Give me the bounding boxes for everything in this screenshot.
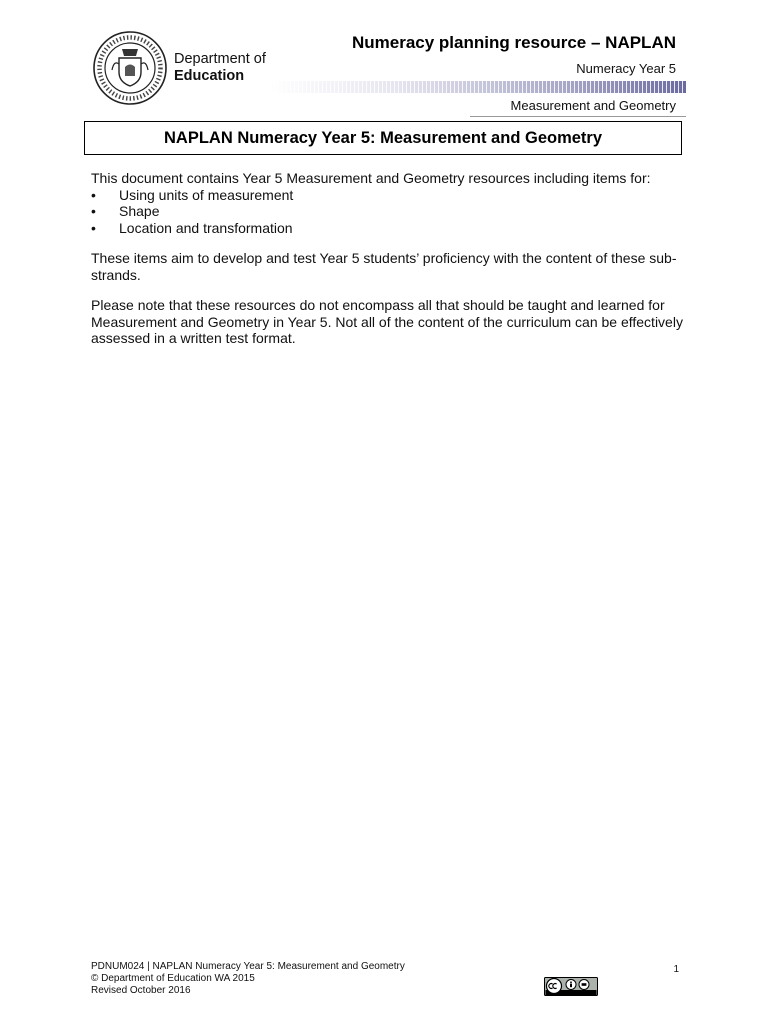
footer xyxy=(91,961,405,997)
list-item: • Location and transformation xyxy=(91,220,691,237)
header-subtitle: Numeracy Year 5 xyxy=(576,61,676,76)
department-name xyxy=(174,51,266,85)
document-heading: NAPLAN Numeracy Year 5: Measurement and Geometry xyxy=(163,128,603,147)
list-item: • Using units of measurement xyxy=(91,187,691,204)
department-line-2: Education xyxy=(174,68,245,84)
footer-document-id: PDNUM024 | NAPLAN Numeracy Year 5: Measurement and Geometry xyxy=(91,961,405,972)
creative-commons-license-icon xyxy=(544,977,598,996)
header-title: Numeracy planning resource – NAPLAN xyxy=(351,33,676,52)
footer-copyright: © Department of Education WA 2015 xyxy=(91,973,255,984)
footer-revised: Revised October 2016 xyxy=(91,985,191,996)
paragraph-proficiency: These items aim to develop and test Year 5 students’ proficiency with the content of these sub-strands. xyxy=(91,250,677,283)
list-item: • Shape xyxy=(91,203,691,220)
government-seal-icon xyxy=(92,30,168,106)
department-line-1: Department of xyxy=(174,51,266,67)
header-rule xyxy=(470,116,686,117)
header-strand: Measurement and Geometry xyxy=(510,98,676,113)
document-title-box xyxy=(84,121,682,155)
document-body xyxy=(91,170,691,347)
item-list xyxy=(91,187,691,237)
paragraph-note: Please note that these resources do not encompass all that should be taught and learned for Measurement and Geometry in Year 5. Not all of the content of the curriculum can be effectively assessed in a written test format. xyxy=(91,297,683,346)
page-number: 1 xyxy=(673,964,679,975)
intro-paragraph: This document contains Year 5 Measurement and Geometry resources including items for: xyxy=(91,170,651,186)
header-stripe xyxy=(270,81,686,93)
